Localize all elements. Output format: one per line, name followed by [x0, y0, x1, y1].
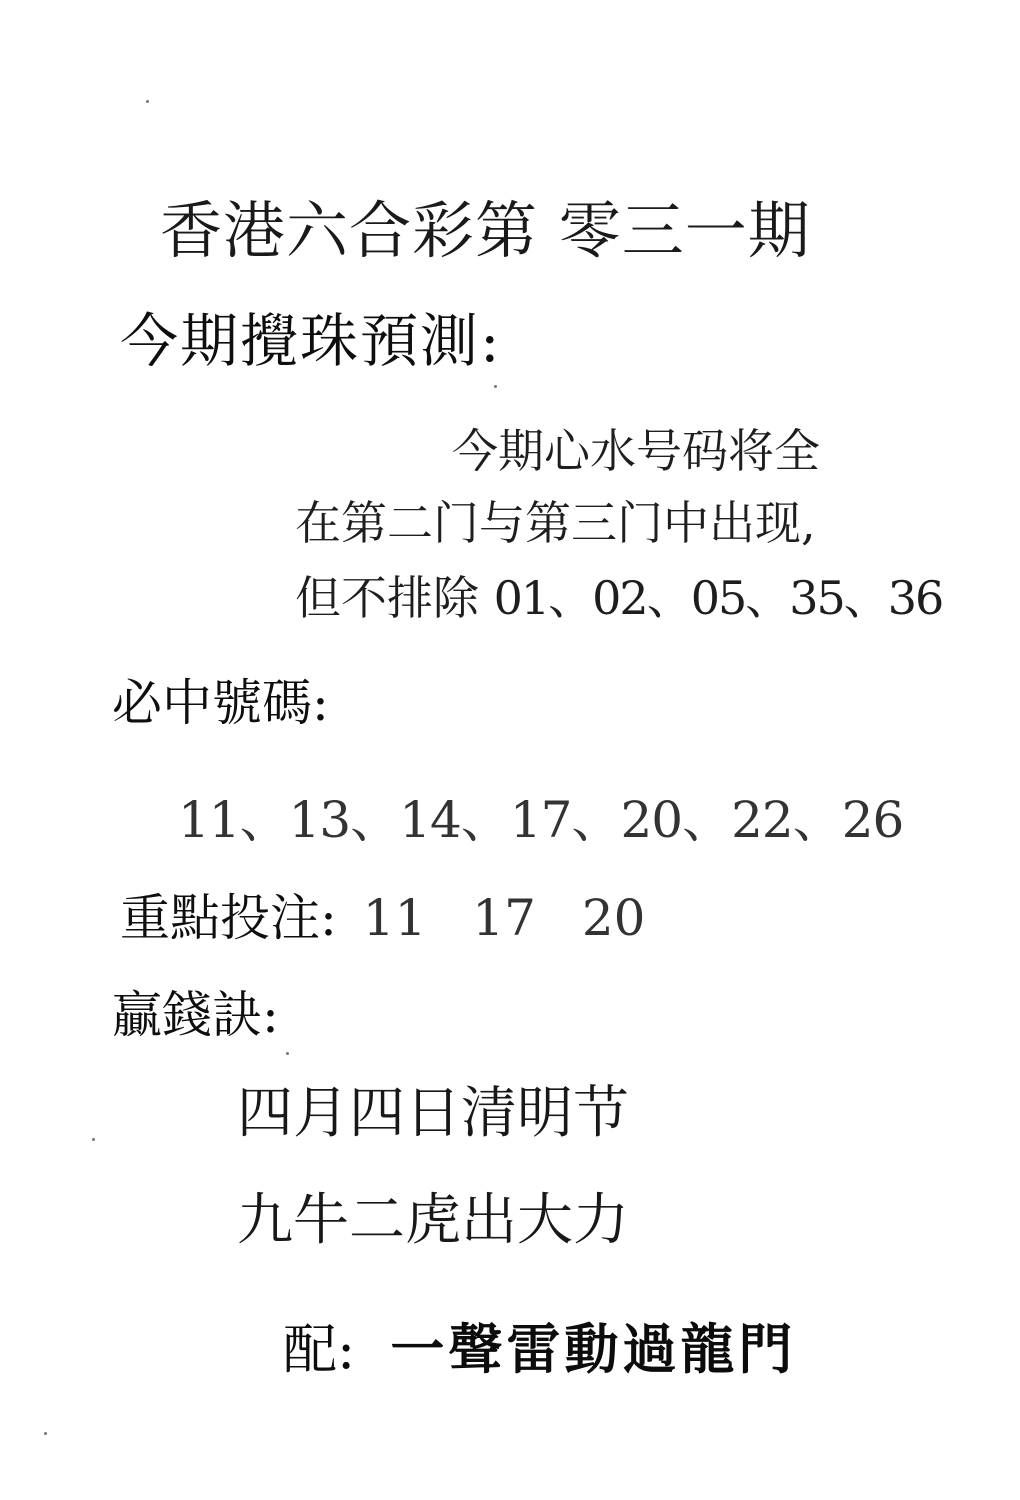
must-win-numbers: 11、13、14、17、20、22、26	[178, 791, 904, 849]
focus-bet-number: 17	[472, 889, 536, 947]
forecast-line-2: 在第二门与第三门中出现,	[295, 496, 816, 550]
scan-speck	[44, 1432, 47, 1435]
pairing-line	[283, 1317, 797, 1381]
forecast-line-3	[295, 571, 943, 625]
page-title: 香港六合彩第 零三一期	[160, 194, 811, 267]
scan-speck	[92, 1138, 95, 1141]
scan-speck	[494, 385, 497, 388]
focus-bet-label: 重點投注:	[120, 889, 337, 947]
winning-tip-heading: 贏錢訣:	[112, 986, 279, 1044]
forecast-line-3-prefix: 但不排除	[295, 571, 479, 625]
winning-tip-line-2: 九牛二虎出大力	[237, 1188, 629, 1253]
excluded-numbers: 01、02、05、35、36	[493, 571, 943, 625]
winning-tip-line-1: 四月四日清明节	[237, 1081, 629, 1146]
forecast-heading: 今期攪珠預測:	[120, 307, 502, 375]
focus-bet-line	[120, 889, 675, 947]
pairing-phrase: 一聲雷動過龍門	[390, 1317, 797, 1381]
scan-speck	[146, 100, 149, 103]
focus-bet-number: 20	[581, 889, 646, 947]
must-win-heading: 必中號碼:	[112, 674, 329, 732]
pairing-label: 配:	[283, 1318, 356, 1381]
focus-bet-numbers	[363, 889, 676, 947]
forecast-line-1: 今期心水号码将全	[452, 424, 820, 478]
focus-bet-number: 11	[362, 889, 427, 947]
scan-speck	[286, 1052, 289, 1055]
